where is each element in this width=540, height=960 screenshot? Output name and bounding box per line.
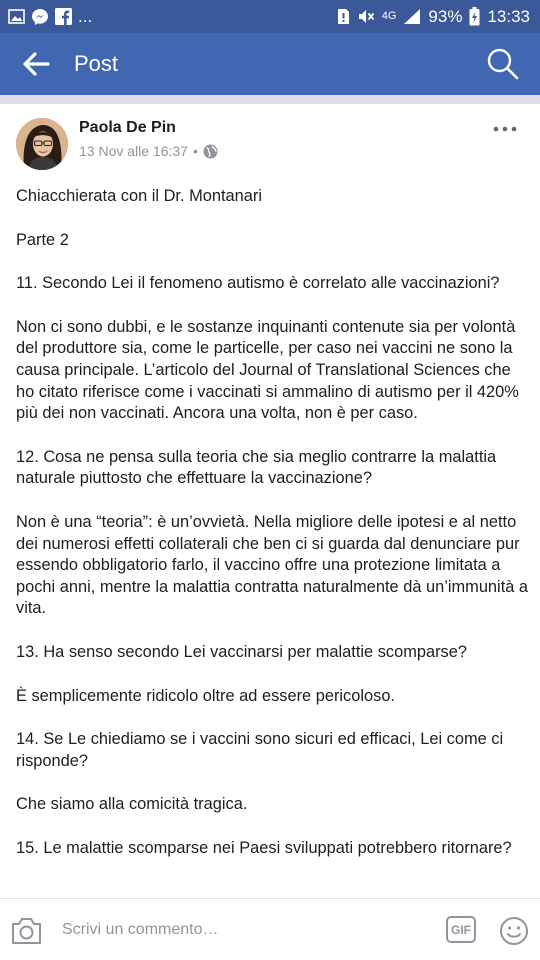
- comment-bar: [0, 898, 540, 960]
- smiley-icon: [499, 916, 529, 946]
- post-paragraph: 15. Le malattie scomparse nei Paesi sviluppati potrebbero ritornare?: [16, 838, 512, 857]
- gif-button[interactable]: GIF: [446, 916, 476, 943]
- author-name[interactable]: Paola De Pin: [79, 119, 176, 136]
- status-bar: [0, 0, 540, 33]
- clock: 13:33: [487, 6, 530, 26]
- sim-alert-icon: [337, 8, 350, 25]
- post-paragraph: È semplicemente ridicolo oltre ad essere pericoloso.: [16, 686, 395, 705]
- post-paragraph: 11. Secondo Lei il fenomeno autismo è correlato alle vaccinazioni?: [16, 274, 500, 293]
- search-icon: [486, 47, 520, 81]
- back-button[interactable]: [22, 51, 52, 77]
- battery-charging-icon: [469, 7, 480, 26]
- post-meta: [79, 143, 218, 159]
- post-paragraph: 13. Ha senso secondo Lei vaccinarsi per malattie scomparse?: [16, 642, 467, 661]
- status-bar-left: [8, 7, 92, 27]
- mute-icon: [357, 8, 375, 25]
- messenger-icon: [31, 8, 49, 26]
- post-paragraph: Chiacchierata con il Dr. Montanari: [16, 187, 262, 205]
- post-paragraph: 14. Se Le chiediamo se i vaccini sono sicuri ed efficaci, Lei come ci risponde?: [16, 730, 504, 770]
- arrow-left-icon: [22, 51, 52, 77]
- comment-input[interactable]: [62, 915, 422, 945]
- post-body: [16, 186, 531, 881]
- header-divider: [0, 95, 540, 104]
- status-bar-right: [337, 7, 530, 27]
- search-button[interactable]: [486, 47, 520, 81]
- camera-button[interactable]: [10, 916, 43, 946]
- post-paragraph: 12. Cosa ne pensa sulla teoria che sia meglio contrarre la malattia naturale piuttosto che effettuare la vaccinazione?: [16, 447, 497, 488]
- more-horizontal-icon: [492, 122, 518, 136]
- post-options-button[interactable]: [492, 122, 518, 136]
- globe-icon: [203, 144, 218, 159]
- status-more-indicator: ...: [78, 6, 93, 26]
- battery-percent: 93%: [428, 6, 463, 26]
- post-timestamp[interactable]: 13 Nov alle 16:37: [79, 143, 188, 159]
- facebook-icon: [55, 8, 72, 25]
- post-paragraph: Non ci sono dubbi, e le sostanze inquinanti contenute sia per volontà del produttore sia, come le particelle, per caso nei vaccini ne sono la causa principale. L’articolo del Journal of Translational Sciences che ho citato riferisce come i vaccinati si ammalino di autismo per il 420% più dei non vaccinati. Ancora una volta, non è per caso.: [16, 317, 519, 423]
- app-bar: [0, 33, 540, 95]
- signal-icon: [403, 8, 421, 25]
- post-card: [0, 104, 540, 898]
- post-paragraph: Non è una “teoria”: è un’ovvietà. Nella migliore delle ipotesi e al netto dei numerosi effetti collaterali che ben ci si guarda dal denunciare pur essendo obbligatorio farlo, il vaccino offre una protezione limitata a pochi anni, mentre la malattia contratta naturalmente dà un’immunità a vita.: [16, 512, 529, 618]
- meta-separator: •: [192, 143, 198, 159]
- author-avatar[interactable]: [16, 118, 68, 170]
- page-title: Post: [74, 51, 119, 76]
- emoji-button[interactable]: [499, 916, 529, 946]
- post-paragraph: Che siamo alla comicità tragica.: [16, 795, 248, 814]
- camera-icon: [10, 916, 43, 946]
- network-type-label: 4G: [381, 10, 397, 22]
- post-paragraph: Parte 2: [16, 230, 69, 249]
- image-icon: [8, 9, 25, 24]
